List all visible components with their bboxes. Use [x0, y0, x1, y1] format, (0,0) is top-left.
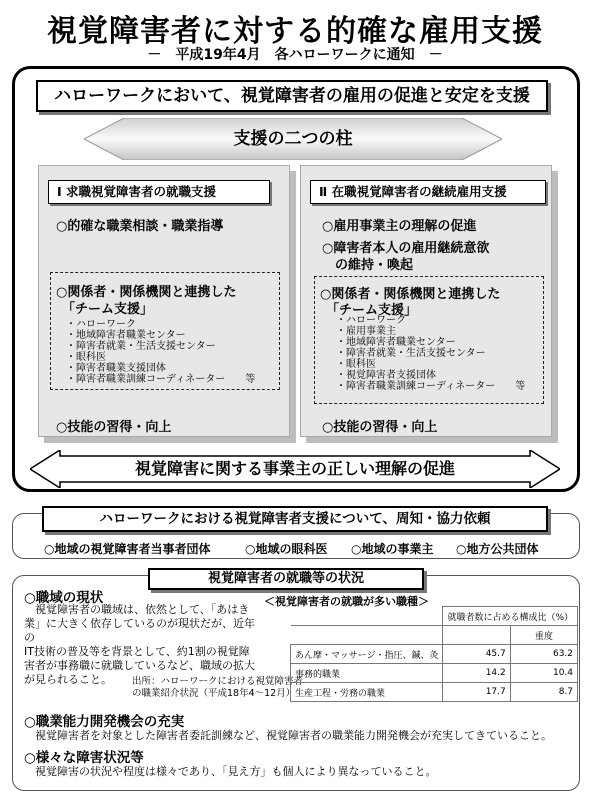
right-team-member: ・地域障害者職業センター — [336, 337, 456, 348]
right-column-heading: Ⅱ 在職視覚障害者の継続雇用支援 — [310, 180, 546, 204]
paragraph-line: 視覚障害者の職域は、依然として、「あはき — [24, 603, 250, 616]
left-team-member: ・眼科医 — [66, 352, 106, 363]
org-item: ○地方公共団体 — [456, 542, 539, 556]
section-job-field: ○職域の現状 — [24, 590, 104, 606]
org-item: ○地域の事業主 — [351, 542, 434, 556]
left-team-title: ○関係者・関係機関と連携した — [56, 285, 237, 300]
data-source — [132, 676, 303, 700]
org-item: ○地域の視覚障害者当事者団体 — [44, 542, 211, 556]
section-disability-conditions: ○様々な障害状況等 — [24, 750, 144, 766]
table-row — [291, 683, 578, 702]
left-item-counseling: ○的確な職業相談・職業指導 — [56, 219, 224, 234]
table-cell-label: あん摩・マッサージ・指圧、鍼、灸 — [291, 645, 443, 664]
page-title: 視覚障害者に対する的確な雇用支援 — [47, 14, 543, 49]
notice-heading: ハローワークにおける視覚障害者支援について、周知・協力依頼 — [42, 506, 548, 532]
org-item: ○地域の眼科医 — [245, 542, 328, 556]
employer-understanding-banner: 視覚障害に関する事業主の正しい理解の促進 — [134, 459, 455, 478]
page-subtitle: － 平成19年4月 各ハローワークに通知 － — [147, 47, 443, 63]
right-team-title: ○関係者・関係機関と連携した — [320, 287, 501, 302]
left-team-member: ・障害者就業・生活支援センター — [66, 341, 216, 352]
right-item-employer: ○雇用事業主の理解の促進 — [322, 219, 477, 234]
right-team-member: ・ハローワーク — [336, 315, 406, 326]
jobs-table — [290, 606, 578, 702]
support-banner: ハローワークにおいて、視覚障害者の雇用の促進と安定を支援 — [36, 80, 548, 112]
right-item-motivation: ○障害者本人の雇用継続意欲 — [322, 241, 490, 256]
skills-development-paragraph: 視覚障害者を対象とした障害者委託訓練など、視覚障害者の職業能力開発機会が充実してきていること。 — [24, 729, 552, 742]
right-item-motivation-cont: の維持・喚起 — [322, 258, 414, 273]
table-title: ＜視覚障害者の就職が多い職種＞ — [264, 595, 429, 608]
table-cell-label: 生産工程・労務の職業 — [291, 683, 443, 702]
paragraph-line: IT技術の普及等を背景として、約1割の視覚障 — [24, 645, 250, 658]
table-cell-label: 事務的職業 — [291, 664, 443, 683]
table-cell-value: 17.7 — [443, 683, 510, 702]
left-team-subtitle: 「チーム支援」 — [62, 302, 154, 317]
paragraph-line: 業」に大きく依存しているのが現状だが、近年の — [24, 617, 255, 644]
table-header-share: 就職者数に占める構成比（%） — [443, 607, 578, 626]
right-team-member: ・視覚障害者支援団体 — [336, 370, 436, 381]
section-skills-development: ○職業能力開発機会の充実 — [24, 714, 185, 730]
status-heading: 視覚障害者の就職等の状況 — [148, 568, 424, 590]
left-team-member: ・ハローワーク — [66, 319, 136, 330]
table-row — [291, 664, 578, 683]
right-team-members — [336, 315, 525, 392]
right-team-member: ・眼科医 — [336, 359, 376, 370]
table-header-severe: 重度 — [510, 626, 577, 645]
paragraph-line: 害者が事務職に就職しているなど、職域の拡大 — [24, 659, 255, 672]
table-cell-value: 45.7 — [443, 645, 510, 664]
source-line: の職業紹介状況（平成18年4～12月） — [132, 688, 296, 699]
left-team-member: ・障害者職業支援団体 — [66, 363, 166, 374]
left-team-members — [66, 319, 255, 385]
table-cell-value: 8.7 — [510, 683, 577, 702]
left-item-skills: ○技能の習得・向上 — [56, 420, 172, 435]
table-cell-value: 10.4 — [510, 664, 577, 683]
table-subheader-row — [291, 626, 578, 645]
right-team-member: ・障害者就業・生活支援センター — [336, 348, 486, 359]
job-field-paragraph — [24, 603, 264, 687]
paragraph-line: が見られること。 — [24, 673, 112, 686]
table-cell-value: 63.2 — [510, 645, 577, 664]
left-team-member: ・障害者職業訓練コーディネーター 等 — [66, 374, 256, 385]
disability-conditions-paragraph: 視覚障害の状況や程度は様々であり、「見え方」も個人により異なっていること。 — [24, 765, 437, 778]
table-cell-value: 14.2 — [443, 664, 510, 683]
table-row — [291, 645, 578, 664]
left-column-heading: Ⅰ 求職視覚障害者の就職支援 — [48, 180, 270, 204]
source-line: 出所：ハローワークにおける視覚障害者 — [132, 676, 304, 687]
right-team-subtitle: 「チーム支援」 — [326, 303, 418, 318]
left-team-member: ・地域障害者職業センター — [66, 330, 186, 341]
right-team-member: ・雇用事業主 — [336, 326, 396, 337]
pillar-title: 支援の二つの柱 — [233, 129, 353, 149]
right-item-skills: ○技能の習得・向上 — [322, 420, 438, 435]
right-team-member: ・障害者職業訓練コーディネーター 等 — [336, 381, 526, 392]
table-header-row — [291, 607, 578, 626]
